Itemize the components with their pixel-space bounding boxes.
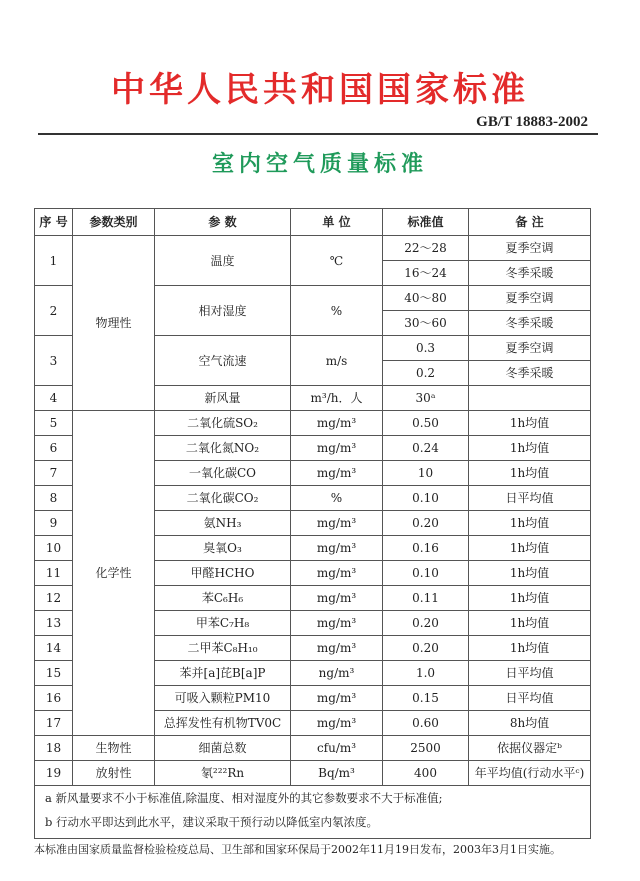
unit-cell: m/s	[291, 336, 383, 386]
parameter-cell: 二氧化氮NO₂	[155, 436, 291, 461]
value-cell: 0.20	[383, 511, 469, 536]
column-header: 单 位	[291, 209, 383, 236]
value-cell: 16～24	[383, 261, 469, 286]
value-cell: 0.24	[383, 436, 469, 461]
row-number: 6	[35, 436, 73, 461]
note-cell: 冬季采暖	[469, 261, 591, 286]
unit-cell: mg/m³	[291, 611, 383, 636]
unit-cell: ℃	[291, 236, 383, 286]
parameter-cell: 细菌总数	[155, 736, 291, 761]
row-number: 16	[35, 686, 73, 711]
note-cell: 日平均值	[469, 661, 591, 686]
unit-cell: mg/m³	[291, 411, 383, 436]
value-cell: 0.50	[383, 411, 469, 436]
note-cell: 日平均值	[469, 686, 591, 711]
parameter-cell: 甲醛HCHO	[155, 561, 291, 586]
unit-cell: mg/m³	[291, 586, 383, 611]
unit-cell: mg/m³	[291, 636, 383, 661]
row-number: 10	[35, 536, 73, 561]
note-cell: 夏季空调	[469, 336, 591, 361]
note-cell: 冬季采暖	[469, 361, 591, 386]
column-header: 标准值	[383, 209, 469, 236]
unit-cell: mg/m³	[291, 561, 383, 586]
note-cell: 1h均值	[469, 611, 591, 636]
row-number: 1	[35, 236, 73, 286]
column-header: 参 数	[155, 209, 291, 236]
column-header: 备 注	[469, 209, 591, 236]
note-cell: 8h均值	[469, 711, 591, 736]
note-cell: 1h均值	[469, 561, 591, 586]
note-cell: 年平均值(行动水平ᶜ)	[469, 761, 591, 786]
note-cell: 1h均值	[469, 411, 591, 436]
value-cell: 0.2	[383, 361, 469, 386]
note-a: a 新风量要求不小于标准值,除温度、相对湿度外的其它参数要求不大于标准值;	[45, 791, 443, 805]
category-cell: 物理性	[73, 236, 155, 411]
value-cell: 40～80	[383, 286, 469, 311]
note-cell: 1h均值	[469, 511, 591, 536]
value-cell: 0.11	[383, 586, 469, 611]
note-cell: 1h均值	[469, 636, 591, 661]
row-number: 14	[35, 636, 73, 661]
note-cell: 1h均值	[469, 436, 591, 461]
parameter-cell: 新风量	[155, 386, 291, 411]
value-cell: 10	[383, 461, 469, 486]
row-number: 4	[35, 386, 73, 411]
row-number: 11	[35, 561, 73, 586]
value-cell: 22～28	[383, 236, 469, 261]
value-cell: 0.15	[383, 686, 469, 711]
row-number: 12	[35, 586, 73, 611]
value-cell: 0.10	[383, 486, 469, 511]
parameter-cell: 相对湿度	[155, 286, 291, 336]
document-title: 中华人民共和国国家标准	[111, 70, 529, 110]
column-header: 参数类别	[73, 209, 155, 236]
parameter-cell: 二甲苯C₈H₁₀	[155, 636, 291, 661]
value-cell: 0.20	[383, 636, 469, 661]
standards-table	[34, 208, 591, 786]
value-cell: 1.0	[383, 661, 469, 686]
table-row	[35, 411, 591, 436]
row-number: 8	[35, 486, 73, 511]
title-rule	[38, 133, 598, 135]
parameter-cell: 可吸入颗粒PM10	[155, 686, 291, 711]
parameter-cell: 空气流速	[155, 336, 291, 386]
unit-cell: mg/m³	[291, 711, 383, 736]
note-cell: 1h均值	[469, 586, 591, 611]
parameter-cell: 二氧化硫SO₂	[155, 411, 291, 436]
parameter-cell: 总挥发性有机物TV0C	[155, 711, 291, 736]
row-number: 2	[35, 286, 73, 336]
value-cell: 0.60	[383, 711, 469, 736]
row-number: 7	[35, 461, 73, 486]
note-cell: 1h均值	[469, 536, 591, 561]
unit-cell: ng/m³	[291, 661, 383, 686]
unit-cell: mg/m³	[291, 686, 383, 711]
value-cell: 0.20	[383, 611, 469, 636]
unit-cell: m³/h．人	[291, 386, 383, 411]
unit-cell: cfu/m³	[291, 736, 383, 761]
note-cell: 日平均值	[469, 486, 591, 511]
standard-code: GB/T 18883-2002	[476, 114, 588, 130]
column-header: 序 号	[35, 209, 73, 236]
value-cell: 30ᵃ	[383, 386, 469, 411]
parameter-cell: 氨NH₃	[155, 511, 291, 536]
note-cell: 夏季空调	[469, 286, 591, 311]
row-number: 13	[35, 611, 73, 636]
note-cell	[469, 386, 591, 411]
row-number: 18	[35, 736, 73, 761]
category-cell: 化学性	[73, 411, 155, 736]
parameter-cell: 二氧化碳CO₂	[155, 486, 291, 511]
row-number: 19	[35, 761, 73, 786]
value-cell: 0.16	[383, 536, 469, 561]
table-row	[35, 761, 591, 786]
unit-cell: mg/m³	[291, 511, 383, 536]
parameter-cell: 苯并[a]芘B[a]P	[155, 661, 291, 686]
note-cell: 夏季空调	[469, 236, 591, 261]
value-cell: 0.10	[383, 561, 469, 586]
unit-cell: mg/m³	[291, 461, 383, 486]
value-cell: 2500	[383, 736, 469, 761]
parameter-cell: 甲苯C₇H₈	[155, 611, 291, 636]
category-cell: 生物性	[73, 736, 155, 761]
table-notes	[34, 786, 591, 839]
parameter-cell: 臭氧O₃	[155, 536, 291, 561]
parameter-cell: 氡²²²Rn	[155, 761, 291, 786]
unit-cell: %	[291, 286, 383, 336]
row-number: 3	[35, 336, 73, 386]
note-cell: 1h均值	[469, 461, 591, 486]
row-number: 15	[35, 661, 73, 686]
category-cell: 放射性	[73, 761, 155, 786]
table-row	[35, 236, 591, 261]
value-cell: 0.3	[383, 336, 469, 361]
table-header-row	[35, 209, 591, 236]
unit-cell: Bq/m³	[291, 761, 383, 786]
row-number: 5	[35, 411, 73, 436]
value-cell: 400	[383, 761, 469, 786]
unit-cell: mg/m³	[291, 436, 383, 461]
parameter-cell: 一氧化碳CO	[155, 461, 291, 486]
unit-cell: %	[291, 486, 383, 511]
note-cell: 冬季采暖	[469, 311, 591, 336]
table-row	[35, 736, 591, 761]
publication-footer: 本标准由国家质量监督检验检疫总局、卫生部和国家环保局于2002年11月19日发布，2003年3月1日实施。	[34, 843, 561, 856]
document-subtitle: 室内空气质量标准	[211, 152, 428, 177]
row-number: 17	[35, 711, 73, 736]
value-cell: 30～60	[383, 311, 469, 336]
parameter-cell: 苯C₆H₆	[155, 586, 291, 611]
unit-cell: mg/m³	[291, 536, 383, 561]
parameter-cell: 温度	[155, 236, 291, 286]
note-cell: 依据仪器定ᵇ	[469, 736, 591, 761]
row-number: 9	[35, 511, 73, 536]
note-b: b 行动水平即达到此水平，建议采取干预行动以降低室内氡浓度。	[45, 815, 379, 829]
